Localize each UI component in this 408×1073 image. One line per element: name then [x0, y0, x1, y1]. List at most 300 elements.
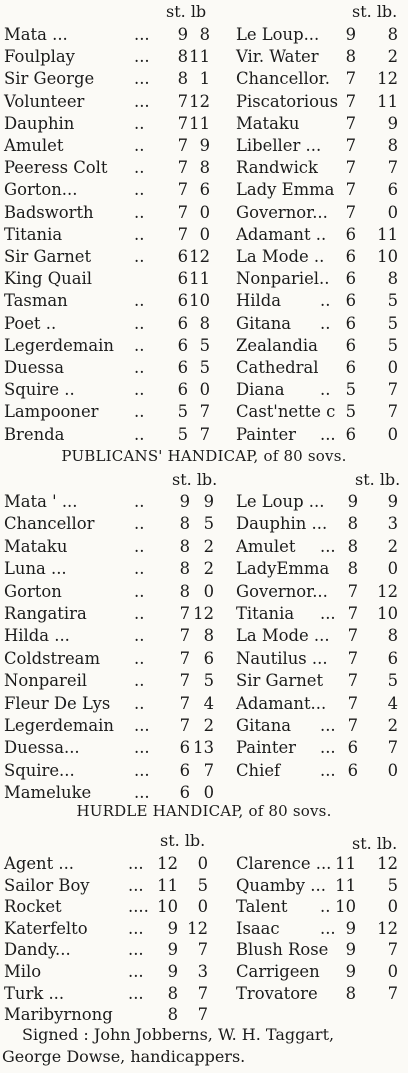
entry-row [0, 740, 408, 762]
horse-name-right: LadyEmma [236, 559, 330, 579]
entry-row [0, 335, 408, 360]
horse-name-left: Nonpareil [4, 671, 88, 691]
weight-stone-right: 9 [345, 962, 356, 981]
weight-lb-right: 0 [387, 202, 398, 222]
weight-stone-left: 10 [157, 897, 178, 917]
weight-stone-right: 7 [345, 158, 356, 178]
weight-stone-right: 6 [345, 224, 356, 244]
weight-stone-left: 6 [177, 358, 188, 377]
weight-lb-left: 11 [189, 47, 210, 67]
weight-stone-right: 7 [347, 693, 358, 713]
section3-header-right: st. lb. [352, 834, 398, 853]
weight-lb-right: 6 [387, 648, 398, 668]
horse-name-left: Sailor Boy [4, 875, 90, 895]
horse-name-left: Luna ... [4, 559, 67, 579]
weight-stone-left: 6 [177, 291, 188, 311]
entry-row [0, 561, 408, 583]
weight-lb-left: 7 [199, 402, 210, 422]
weight-lb-right: 5 [387, 335, 398, 355]
horse-name-left: Mataku [4, 536, 68, 556]
leader-dots-left: ... [134, 47, 150, 67]
weight-stone-right: 9 [345, 940, 356, 960]
weight-lb-right: 7 [387, 402, 398, 422]
horse-name-left: Poet .. [4, 313, 57, 333]
leader-dots-left: ... [134, 738, 150, 758]
weight-stone-right: 11 [335, 875, 356, 895]
horse-name-right: Adamant .. [236, 224, 327, 244]
horse-name-right: Randwick [236, 158, 318, 178]
weight-stone-right: 8 [347, 514, 358, 534]
weight-lb-left: 8 [199, 158, 210, 178]
weight-lb-left: 12 [187, 918, 208, 938]
weight-stone-left: 8 [179, 559, 190, 579]
signature-line-1: Signed : John Jobberns, W. H. Taggart, [22, 1025, 335, 1044]
entry-row [0, 693, 408, 718]
weight-stone-right: 7 [345, 202, 356, 222]
weight-stone-left: 9 [179, 492, 190, 511]
weight-stone-right: 5 [345, 380, 356, 400]
weight-stone-right: 8 [347, 536, 358, 556]
leader-dots-left: .. [134, 581, 145, 601]
entry-row [0, 71, 408, 93]
weight-stone-left: 7 [179, 671, 190, 691]
weight-lb-left: 8 [199, 25, 210, 44]
entry-row [0, 182, 408, 204]
entry-row [0, 673, 408, 695]
weight-lb-left: 6 [199, 180, 210, 200]
leader-dots-left: .. [134, 559, 145, 579]
weight-lb-right: 3 [387, 514, 398, 534]
weight-lb-left: 5 [203, 671, 214, 691]
weight-lb-right: 7 [387, 983, 398, 1003]
weight-stone-left: 6 [177, 269, 188, 289]
weight-lb-left: 0 [199, 224, 210, 244]
entry-row [0, 313, 408, 338]
weight-lb-right: 7 [387, 940, 398, 960]
entry-row [0, 293, 408, 315]
entry-row [0, 494, 408, 516]
weight-lb-left: 11 [189, 269, 210, 289]
leader-dots-right: ... [320, 760, 336, 780]
horse-name-left: Milo [4, 962, 42, 981]
horse-name-left: Legerdemain [4, 716, 114, 735]
leader-dots-left: ... [134, 783, 150, 803]
weight-stone-left: 8 [167, 1005, 178, 1025]
weight-stone-right: 6 [347, 738, 358, 758]
leader-dots-left: ... [128, 875, 144, 895]
horse-name-right: Piscatorious [236, 91, 339, 111]
weight-lb-left: 7 [197, 1005, 208, 1025]
weight-stone-left: 9 [167, 918, 178, 938]
entry-row [0, 516, 408, 538]
horse-name-right: Mataku [236, 113, 300, 133]
weight-stone-left: 6 [177, 313, 188, 333]
horse-name-right: Quamby ... [236, 875, 326, 895]
leader-dots-left: .. [134, 380, 145, 400]
weight-lb-left: 12 [189, 91, 210, 111]
horse-name-right: Gitana [236, 313, 292, 333]
weight-lb-right: 0 [387, 559, 398, 579]
entry-row [0, 581, 408, 606]
weight-stone-left: 8 [177, 47, 188, 67]
horse-name-left: Rocket [4, 897, 62, 917]
weight-stone-left: 6 [177, 247, 188, 266]
weight-stone-left: 9 [167, 962, 178, 981]
weight-lb-left: 0 [199, 202, 210, 222]
weight-lb-left: 5 [203, 514, 214, 534]
weight-lb-left: 1 [199, 69, 210, 89]
weight-stone-right: 6 [345, 269, 356, 289]
horse-name-left: Squire... [4, 760, 75, 780]
weight-lb-right: 12 [377, 69, 398, 89]
weight-lb-right: 9 [387, 492, 398, 511]
horse-name-right: Diana [236, 380, 285, 400]
weight-stone-left: 7 [179, 693, 190, 713]
horse-name-left: Dandy... [4, 940, 71, 960]
weight-stone-left: 8 [179, 581, 190, 601]
horse-name-left: Coldstream [4, 648, 100, 668]
horse-name-left: Fleur De Lys [4, 693, 111, 713]
horse-name-left: Mata ' ... [4, 492, 78, 511]
horse-name-right: Zealandia [236, 335, 318, 355]
weight-stone-left: 12 [157, 854, 178, 873]
horse-name-left: King Quail [4, 269, 92, 289]
weight-lb-right: 12 [377, 581, 398, 601]
horse-name-left: Duessa [4, 358, 64, 377]
weight-lb-left: 10 [189, 291, 210, 311]
horse-name-right: Chief [236, 760, 281, 780]
leader-dots-left: .. [134, 158, 145, 178]
leader-dots-right: .. [320, 897, 331, 917]
entry-row [0, 648, 408, 673]
weight-stone-right: 6 [345, 313, 356, 333]
weight-stone-right: 9 [347, 492, 358, 511]
entry-row [0, 718, 408, 740]
horse-name-right: Chancellor. [236, 69, 330, 89]
weight-stone-left: 7 [177, 202, 188, 222]
horse-name-left: Maribyrnong [4, 1005, 113, 1025]
leader-dots-left: .. [134, 604, 145, 623]
horse-name-right: Libeller ... [236, 136, 322, 155]
weight-lb-right: 0 [387, 962, 398, 981]
section1-header-left: st. lb [166, 2, 207, 21]
leader-dots-left: ... [134, 716, 150, 735]
weight-stone-left: 7 [179, 626, 190, 646]
entry-row [0, 202, 408, 227]
weight-lb-right: 12 [377, 918, 398, 938]
entry-row [0, 856, 408, 878]
horse-name-left: Duessa... [4, 738, 80, 758]
weight-lb-left: 2 [203, 559, 214, 579]
horse-name-right: Gitana [236, 716, 292, 735]
horse-name-left: Rangatira [4, 604, 87, 623]
weight-lb-right: 7 [387, 380, 398, 400]
entry-row [0, 424, 408, 449]
horse-name-left: Hilda ... [4, 626, 70, 646]
entry-row [0, 271, 408, 293]
weight-lb-right: 0 [387, 760, 398, 780]
weight-stone-left: 5 [177, 402, 188, 422]
weight-lb-left: 7 [197, 940, 208, 960]
weight-lb-right: 7 [387, 158, 398, 178]
entry-row [0, 249, 408, 271]
horse-name-right: Titania [236, 604, 295, 623]
weight-lb-left: 12 [189, 247, 210, 266]
horse-name-left: Gorton... [4, 180, 78, 200]
weight-stone-left: 9 [167, 940, 178, 960]
horse-name-left: Badsworth [4, 202, 94, 222]
entry-row [0, 138, 408, 160]
horse-name-right: Le Loup... [236, 25, 320, 44]
weight-lb-left: 0 [197, 854, 208, 873]
weight-stone-right: 8 [345, 983, 356, 1003]
entry-row [0, 760, 408, 785]
leader-dots-left: .. [134, 247, 145, 266]
weight-stone-right: 6 [345, 335, 356, 355]
horse-name-right: La Mode .. [236, 247, 325, 266]
leader-dots-left: .. [134, 335, 145, 355]
weight-stone-right: 7 [345, 69, 356, 89]
weight-stone-right: 7 [347, 648, 358, 668]
weight-stone-left: 7 [177, 180, 188, 200]
weight-lb-left: 7 [199, 424, 210, 444]
weight-stone-left: 8 [167, 983, 178, 1003]
signature-line-2: George Dowse, handicappers. [2, 1047, 246, 1066]
horse-name-left: Turk ... [4, 983, 65, 1003]
leader-dots-left: ... [134, 25, 150, 44]
leader-dots-right: .. [320, 291, 331, 311]
entry-row [0, 224, 408, 249]
weight-stone-left: 6 [179, 760, 190, 780]
entry-row [0, 360, 408, 382]
weight-lb-right: 0 [387, 358, 398, 377]
weight-lb-left: 0 [197, 897, 208, 917]
weight-stone-left: 8 [179, 536, 190, 556]
weight-lb-left: 5 [199, 358, 210, 377]
horse-name-left: Gorton [4, 581, 62, 601]
section2-title: PUBLICANS' HANDICAP, of 80 sovs. [61, 447, 347, 465]
leader-dots-left: .. [134, 180, 145, 200]
horse-name-left: Chancellor [4, 514, 95, 534]
section3-title: HURDLE HANDICAP, of 80 sovs. [76, 802, 332, 820]
leader-dots-left: .. [134, 424, 145, 444]
weight-lb-left: 7 [197, 983, 208, 1003]
leader-dots-right: ... [320, 536, 336, 556]
weight-stone-left: 7 [177, 158, 188, 178]
weight-lb-left: 4 [203, 693, 214, 713]
horse-name-right: Sir Garnet [236, 671, 324, 691]
weight-stone-right: 7 [347, 626, 358, 646]
horse-name-left: Mameluke [4, 783, 92, 803]
entry-row [0, 49, 408, 71]
weight-stone-left: 7 [177, 136, 188, 155]
weight-lb-left: 6 [203, 648, 214, 668]
weight-lb-left: 2 [203, 536, 214, 556]
weight-lb-right: 0 [387, 424, 398, 444]
section2-header-right: st. lb. [355, 470, 401, 489]
leader-dots-left: .. [134, 626, 145, 646]
weight-stone-left: 6 [177, 380, 188, 400]
leader-dots-left: .. [134, 136, 145, 155]
weight-stone-right: 7 [347, 671, 358, 691]
horse-name-left: Brenda [4, 424, 65, 444]
weight-lb-right: 2 [387, 716, 398, 735]
weight-lb-right: 4 [387, 693, 398, 713]
weight-lb-right: 8 [387, 269, 398, 289]
leader-dots-left: .. [134, 648, 145, 668]
section1-header-right: st. lb. [352, 2, 398, 21]
horse-name-right: Trovatore [236, 983, 318, 1003]
weight-stone-left: 5 [177, 424, 188, 444]
leader-dots-left: ... [128, 940, 144, 960]
horse-name-right: Hilda [236, 291, 282, 311]
leader-dots-left: .. [134, 693, 145, 713]
horse-name-right: La Mode ... [236, 626, 330, 646]
weight-stone-left: 6 [177, 335, 188, 355]
weight-lb-right: 9 [387, 113, 398, 133]
entry-row [0, 536, 408, 561]
leader-dots-left: ... [134, 69, 150, 89]
leader-dots-left: .. [134, 671, 145, 691]
weight-lb-right: 5 [387, 671, 398, 691]
horse-name-right: Adamant... [236, 693, 327, 713]
weight-lb-right: 5 [387, 313, 398, 333]
leader-dots-left: .. [134, 202, 145, 222]
weight-stone-left: 7 [177, 113, 188, 133]
weight-stone-left: 9 [177, 25, 188, 44]
weight-stone-right: 5 [345, 402, 356, 422]
horse-name-right: Nautilus ... [236, 648, 328, 668]
leader-dots-left: .. [134, 358, 145, 377]
horse-name-left: Mata ... [4, 25, 68, 44]
weight-lb-left: 3 [197, 962, 208, 981]
horse-name-right: Nonpariel.. [236, 269, 330, 289]
weight-stone-right: 6 [345, 291, 356, 311]
horse-name-left: Amulet [4, 136, 64, 155]
weight-lb-right: 0 [387, 897, 398, 917]
weight-lb-left: 9 [199, 136, 210, 155]
weight-lb-left: 8 [203, 626, 214, 646]
weight-stone-right: 11 [335, 854, 356, 873]
entry-row [0, 113, 408, 138]
weight-stone-right: 8 [345, 47, 356, 67]
weight-stone-left: 6 [179, 783, 190, 803]
weight-stone-left: 7 [179, 604, 190, 623]
weight-stone-right: 10 [335, 897, 356, 917]
weight-stone-right: 7 [347, 581, 358, 601]
horse-name-left: Titania [4, 224, 63, 244]
weight-stone-left: 7 [177, 224, 188, 244]
leader-dots-left: ... [128, 854, 144, 873]
horse-name-left: Dauphin [4, 113, 75, 133]
horse-name-right: Painter [236, 424, 296, 444]
horse-name-right: Vir. Water [236, 47, 319, 67]
horse-name-left: Squire .. [4, 380, 75, 400]
horse-name-right: Cast'nette c [236, 402, 336, 422]
horse-name-right: Isaac [236, 918, 280, 938]
weight-lb-left: 9 [203, 492, 214, 511]
horse-name-left: Peeress Colt [4, 158, 108, 178]
section3-header-left: st. lb. [160, 831, 206, 850]
weight-lb-left: 2 [203, 716, 214, 735]
weight-stone-right: 8 [347, 559, 358, 579]
weight-lb-left: 0 [203, 581, 214, 601]
weight-lb-left: 8 [199, 313, 210, 333]
weight-lb-left: 5 [197, 875, 208, 895]
weight-stone-right: 7 [347, 716, 358, 735]
entry-row [0, 404, 408, 426]
horse-name-right: Carrigeen [236, 962, 320, 981]
horse-name-left: Sir George [4, 69, 95, 89]
leader-dots-left: .. [134, 492, 145, 511]
horse-name-right: Talent [236, 897, 288, 917]
weight-lb-left: 7 [203, 760, 214, 780]
leader-dots-left: ... [134, 91, 150, 111]
leader-dots-left: .. [134, 313, 145, 333]
leader-dots-left: .. [134, 514, 145, 534]
weight-lb-right: 7 [387, 738, 398, 758]
entry-row [0, 382, 408, 404]
leader-dots-left: ... [128, 918, 144, 938]
weight-lb-right: 8 [387, 136, 398, 155]
horse-name-left: Tasman [4, 291, 68, 311]
section2-header-left: st. lb. [172, 470, 218, 489]
leader-dots-left: .. [134, 536, 145, 556]
weight-lb-left: 11 [189, 113, 210, 133]
leader-dots-left: .. [134, 402, 145, 422]
weight-stone-left: 7 [177, 91, 188, 111]
entry-row [0, 899, 408, 921]
weight-lb-left: 12 [193, 604, 214, 623]
weight-stone-right: 7 [347, 604, 358, 623]
horse-name-right: Clarence ... [236, 854, 332, 873]
weight-stone-right: 6 [345, 358, 356, 377]
leader-dots-left: .. [134, 291, 145, 311]
weight-stone-right: 7 [345, 180, 356, 200]
entry-row [0, 628, 408, 650]
weight-stone-right: 7 [345, 113, 356, 133]
leader-dots-right: .. [320, 380, 331, 400]
leader-dots-right: ... [320, 716, 336, 735]
weight-lb-left: 0 [199, 380, 210, 400]
weight-lb-left: 0 [203, 783, 214, 803]
horse-name-left: Agent ... [4, 854, 75, 873]
weight-lb-right: 2 [387, 47, 398, 67]
entry-row [0, 964, 408, 986]
leader-dots-left: .... [128, 897, 149, 917]
weight-stone-left: 7 [179, 716, 190, 735]
weight-stone-right: 9 [345, 25, 356, 44]
weight-lb-left: 13 [193, 738, 214, 758]
horse-name-left: Volunteer [4, 91, 85, 111]
weight-stone-right: 6 [345, 247, 356, 266]
weight-lb-right: 12 [377, 854, 398, 873]
weight-lb-left: 5 [199, 335, 210, 355]
entry-row [0, 27, 408, 49]
horse-name-left: Lampooner [4, 402, 99, 422]
leader-dots-left: .. [134, 113, 145, 133]
weight-lb-right: 10 [377, 604, 398, 623]
weight-stone-right: 6 [347, 760, 358, 780]
weight-lb-right: 11 [377, 91, 398, 111]
weight-lb-right: 5 [387, 875, 398, 895]
horse-name-right: Blush Rose [236, 940, 329, 960]
weight-lb-right: 11 [377, 224, 398, 244]
weight-stone-right: 6 [345, 424, 356, 444]
weight-lb-right: 8 [387, 626, 398, 646]
weight-stone-left: 11 [157, 875, 178, 895]
weight-lb-right: 6 [387, 180, 398, 200]
